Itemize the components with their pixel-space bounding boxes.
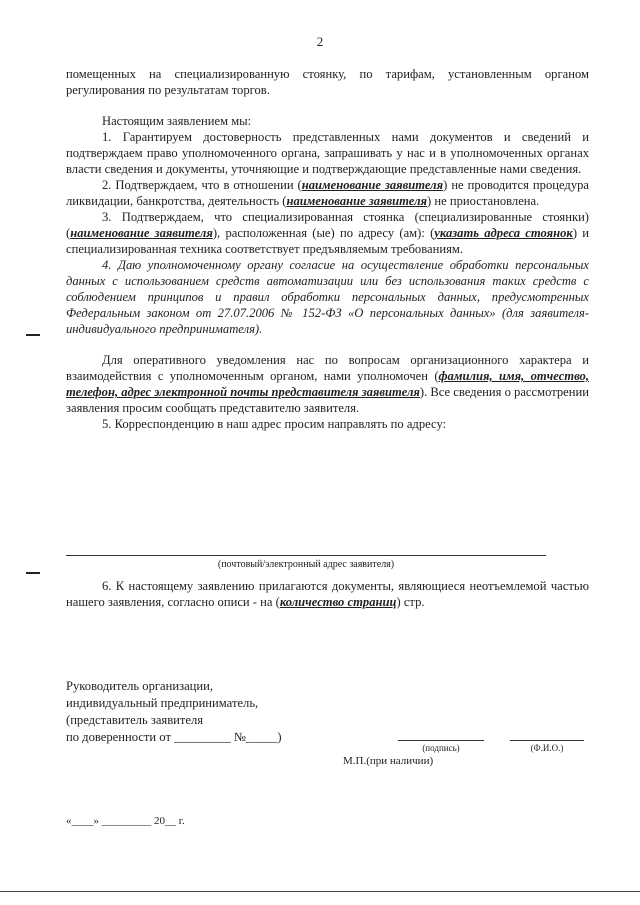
- name-caption: (Ф.И.О.): [530, 743, 564, 753]
- signer-line-4: по доверенности от _________ №_____): [66, 730, 282, 744]
- address-caption: (почтовый/электронный адрес заявителя): [217, 559, 395, 570]
- signature-block: [66, 678, 282, 746]
- document-body: [66, 66, 589, 432]
- paragraph-3: 3. Подтверждаем, что специализированная стоянка (специализированные стоянки) (наименование заявителя), расположенная (ые) по адресу (ам): (указать адреса стоянок) и специализированная техника соответствует предъявляемым требованиям.: [66, 210, 589, 256]
- date-line: «____» _________ 20__ г.: [66, 815, 185, 827]
- placeholder-page-count: количество страниц: [279, 595, 397, 609]
- paragraph-contact: Для оперативного уведомления нас по вопросам организационного характера и взаимодействия с уполномоченным органом, нами уполномочен (фамилия, имя, отчество, телефон, адрес электронной почты представителя заявителя). Все сведения о рассмотрении заявления просим сообщать представителю заявителя.: [66, 353, 589, 415]
- name-line: [510, 740, 584, 741]
- paragraph-4: 4. Даю уполномоченному органу согласие на осуществление обработки персональных данных с использованием средств автоматизации или без использования таких средств с соблюдением принципов и правил обработки персональных данных, предусмотренных Федеральным законом от 27.07.2006 № 152-ФЗ «О персональных данных» (для заявителя-индивидуального предпринимателя).: [66, 258, 589, 336]
- margin-mark: [26, 572, 40, 574]
- paragraph-6-block: [66, 578, 589, 610]
- paragraph-continuation: помещенных на специализированную стоянку, по тарифам, установленным органом регулирования по результатам торгов.: [66, 67, 589, 97]
- placeholder-representative: фамилия, имя, отчество, телефон, адрес электронной почты представителя заявителя: [66, 369, 589, 399]
- paragraph-5: 5. Корреспонденцию в наш адрес просим направлять по адресу:: [102, 417, 447, 431]
- address-line: [66, 555, 546, 556]
- paragraph-2: 2. Подтверждаем, что в отношении (наименование заявителя) не проводится процедура ликвидации, банкротства, деятельность (наименование заявителя) не приостановлена.: [66, 178, 590, 208]
- paragraph-intro: Настоящим заявлением мы:: [102, 114, 252, 128]
- signer-line-2: индивидуальный предприниматель,: [66, 696, 259, 710]
- paragraph-6: 6. К настоящему заявлению прилагаются документы, являющиеся неотъемлемой частью нашего заявления, согласно описи - на (количество страниц) стр.: [66, 579, 589, 609]
- placeholder-applicant-name: наименование заявителя: [301, 178, 444, 192]
- placeholder-applicant-name: наименование заявителя: [286, 194, 428, 208]
- stamp-note: М.П.(при наличии): [343, 755, 434, 767]
- page-bottom-edge: [0, 891, 640, 892]
- signer-line-1: Руководитель организации,: [66, 679, 214, 693]
- placeholder-applicant-name: наименование заявителя: [70, 226, 213, 240]
- signature-caption: (подпись): [422, 743, 460, 753]
- signature-line: [398, 740, 484, 741]
- placeholder-parking-addresses: указать адреса стоянок: [434, 226, 573, 240]
- page-number: 2: [316, 34, 324, 49]
- signer-line-3: (представитель заявителя: [66, 713, 204, 727]
- paragraph-1: 1. Гарантируем достоверность представленных нами документов и сведений и подтверждаем право уполномоченного органа, запрашивать у нас и в уполномоченных органах власти сведения и документы, уточняющие и подтверждающие представленные нами сведения.: [66, 130, 589, 176]
- margin-mark: [26, 334, 40, 336]
